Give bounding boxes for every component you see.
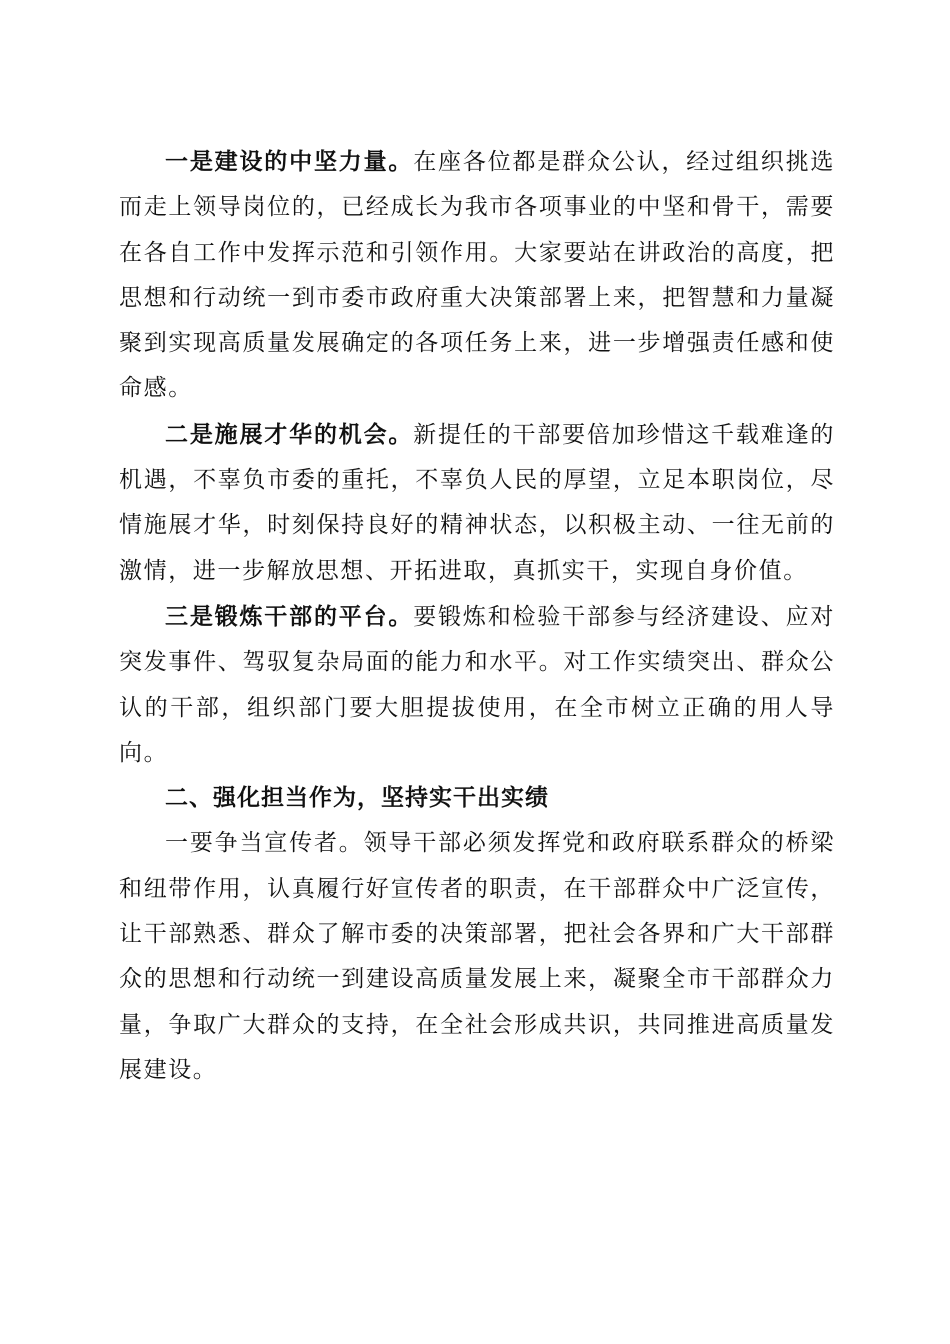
document-body <box>119 139 835 1093</box>
paragraph-1 <box>119 139 835 412</box>
paragraph-2 <box>119 412 835 594</box>
paragraph-1-text: 在座各位都是群众公认，经过组织挑选而走上领导岗位的，已经成长为我市各项事业的中坚和骨干，需要在各自工作中发挥示范和引领作用。大家要站在讲政治的高度，把思想和行动统一到市委市政府重大决策部署上来，把智慧和力量凝聚到实现高质量发展确定的各项任务上来，进一步增强责任感和使命感。 <box>119 149 836 402</box>
paragraph-3-text: 要锻炼和检验干部参与经济建设、应对突发事件、驾驭复杂局面的能力和水平。对工作实绩突出、群众公认的干部，组织部门要大胆提拔使用，在全市树立正确的用人导向。 <box>119 603 836 766</box>
section-paragraph: 一要争当宣传者。领导干部必须发挥党和政府联系群众的桥梁和纽带作用，认真履行好宣传者的职责，在干部群众中广泛宣传，让干部熟悉、群众了解市委的决策部署，把社会各界和广大干部群众的思想和行动统一到建设高质量发展上来，凝聚全市干部群众力量，争取广大群众的支持，在全社会形成共识，共同推进高质量发展建设。 <box>119 830 835 1083</box>
paragraph-3-lead: 三是锻炼干部的平台。 <box>165 602 414 630</box>
paragraph-3 <box>119 594 835 776</box>
paragraph-2-text: 新提任的干部要倍加珍惜这千载难逢的机遇，不辜负市委的重托，不辜负人民的厚望，立足本职岗位，尽情施展才华，时刻保持良好的精神状态，以积极主动、一往无前的激情，进一步解放思想、开拓进取，真抓实干，实现自身价值。 <box>119 421 836 584</box>
paragraph-2-lead: 二是施展才华的机会。 <box>165 420 414 448</box>
section-heading: 二、强化担当作为，坚持实干出实绩 <box>165 785 549 812</box>
paragraph-1-lead: 一是建设的中坚力量。 <box>165 148 414 175</box>
